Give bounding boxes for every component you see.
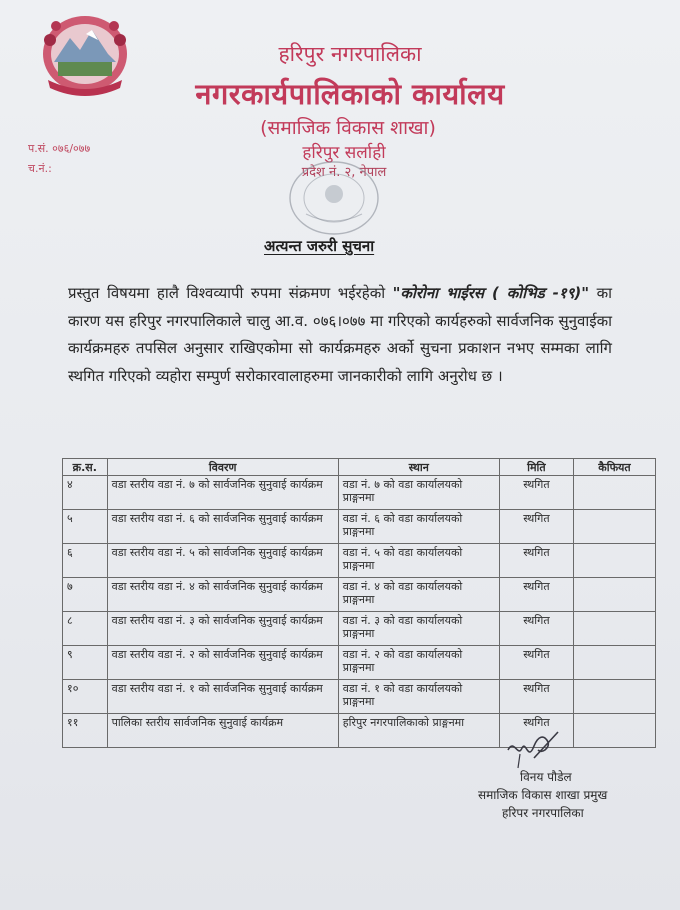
- table-row: [63, 646, 656, 680]
- col-header-date: मिति: [499, 459, 573, 476]
- cell-serial: ५: [63, 510, 108, 544]
- cell-remarks: [573, 578, 655, 612]
- cell-remarks: [573, 714, 655, 748]
- col-header-remarks: कैफियत: [573, 459, 655, 476]
- paragraph-intro: प्रस्तुत विषयमा हालै विश्वव्यापी रुपमा संक्रमण भईरहेको: [68, 284, 393, 302]
- cell-remarks: [573, 544, 655, 578]
- cell-place: वडा नं. ४ को वडा कार्यालयको प्राङ्गनमा: [338, 578, 499, 612]
- cell-date: स्थगित: [499, 510, 573, 544]
- province-line: प्रदेश नं. २, नेपाल: [301, 165, 387, 180]
- office-stamp-icon: [286, 158, 382, 238]
- cell-serial: ९: [63, 646, 108, 680]
- signer-organization: हरिपर नगरपालिका: [502, 806, 584, 820]
- dispatch-number: च.नं.:: [28, 162, 52, 175]
- table-header-row: [63, 459, 656, 476]
- section-name: (समाजिक विकास शाखा): [260, 117, 436, 139]
- cell-description: वडा स्तरीय वडा नं. २ को सार्वजनिक सुनुवाई कार्यक्रम: [107, 646, 338, 680]
- cell-description: वडा स्तरीय वडा नं. ५ को सार्वजनिक सुनुवाई कार्यक्रम: [107, 544, 338, 578]
- table-row: [63, 714, 656, 748]
- cell-description: वडा स्तरीय वडा नं. ७ को सार्वजनिक सुनुवाई कार्यक्रम: [107, 476, 338, 510]
- signature-mark: [504, 728, 562, 772]
- cell-serial: ६: [63, 544, 108, 578]
- cell-place: वडा नं. १ को वडा कार्यालयको प्राङ्गनमा: [338, 680, 499, 714]
- municipality-name: हरिपुर नगरपालिका: [278, 42, 422, 66]
- cell-place: हरिपुर नगरपालिकाको प्राङ्गनमा: [338, 714, 499, 748]
- cell-date: स्थगित: [499, 646, 573, 680]
- cell-place: वडा नं. ५ को वडा कार्यालयको प्राङ्गनमा: [338, 544, 499, 578]
- cell-date: स्थगित: [499, 714, 573, 748]
- cell-place: वडा नं. २ को वडा कार्यालयको प्राङ्गनमा: [338, 646, 499, 680]
- paragraph-body: का कारण यस हरिपुर नगरपालिकाले चालु आ.व. ०७६।०७७ मा गरिएको कार्यहरुको सार्वजनिक सुनुवाईका कार्यक्रमहरु तपसिल अनुसार राखिएकोमा सो कार्यक्रमहरु अर्को सुचना प्रकाशन नभए सम्मका लागि स्थगित गरिएको व्यहोरा सम्पुर्ण सरोकारवालाहरुमा जानकारीको लागि अनुरोध छ ।: [68, 284, 612, 385]
- table-row: [63, 476, 656, 510]
- cell-serial: ४: [63, 476, 108, 510]
- table-row: [63, 510, 656, 544]
- cell-date: स्थगित: [499, 680, 573, 714]
- reference-number: प.सं. ०७६/०७७: [28, 142, 91, 155]
- cell-description: वडा स्तरीय वडा नं. ३ को सार्वजनिक सुनुवाई कार्यक्रम: [107, 612, 338, 646]
- cell-serial: ७: [63, 578, 108, 612]
- col-header-place: स्थान: [338, 459, 499, 476]
- office-location: हरिपुर सर्लाही: [302, 143, 386, 163]
- cell-date: स्थगित: [499, 578, 573, 612]
- cell-place: वडा नं. ६ को वडा कार्यालयको प्राङ्गनमा: [338, 510, 499, 544]
- table-row: [63, 680, 656, 714]
- notice-title: अत्यन्त जरुरी सुचना: [264, 237, 375, 255]
- cell-description: वडा स्तरीय वडा नं. ४ को सार्वजनिक सुनुवाई कार्यक्रम: [107, 578, 338, 612]
- signer-title: समाजिक विकास शाखा प्रमुख: [478, 788, 608, 802]
- cell-remarks: [573, 646, 655, 680]
- cell-serial: ११: [63, 714, 108, 748]
- paragraph-emphasis: "कोरोना भाईरस ( कोभिड -१९)": [392, 284, 590, 302]
- signer-name: विनय पौडेल: [520, 770, 572, 784]
- col-header-description: विवरण: [107, 459, 338, 476]
- table-row: [63, 544, 656, 578]
- cell-date: स्थगित: [499, 544, 573, 578]
- cell-serial: १०: [63, 680, 108, 714]
- cell-description: वडा स्तरीय वडा नं. १ को सार्वजनिक सुनुवाई कार्यक्रम: [107, 680, 338, 714]
- notice-paragraph: [68, 280, 612, 390]
- cell-description: पालिका स्तरीय सार्वजनिक सुनुवाई कार्यक्रम: [107, 714, 338, 748]
- cell-date: स्थगित: [499, 476, 573, 510]
- office-name: नगरकार्यपालिकाको कार्यालय: [195, 77, 505, 111]
- cell-serial: ८: [63, 612, 108, 646]
- cell-place: वडा नं. ७ को वडा कार्यालयको प्राङ्गनमा: [338, 476, 499, 510]
- cell-remarks: [573, 476, 655, 510]
- cell-remarks: [573, 612, 655, 646]
- cell-date: स्थगित: [499, 612, 573, 646]
- cell-description: वडा स्तरीय वडा नं. ६ को सार्वजनिक सुनुवाई कार्यक्रम: [107, 510, 338, 544]
- schedule-table: [62, 458, 656, 748]
- cell-remarks: [573, 510, 655, 544]
- cell-place: वडा नं. ३ को वडा कार्यालयको प्राङ्गनमा: [338, 612, 499, 646]
- col-header-serial: क्र.स.: [63, 459, 108, 476]
- cell-remarks: [573, 680, 655, 714]
- table-row: [63, 578, 656, 612]
- table-row: [63, 612, 656, 646]
